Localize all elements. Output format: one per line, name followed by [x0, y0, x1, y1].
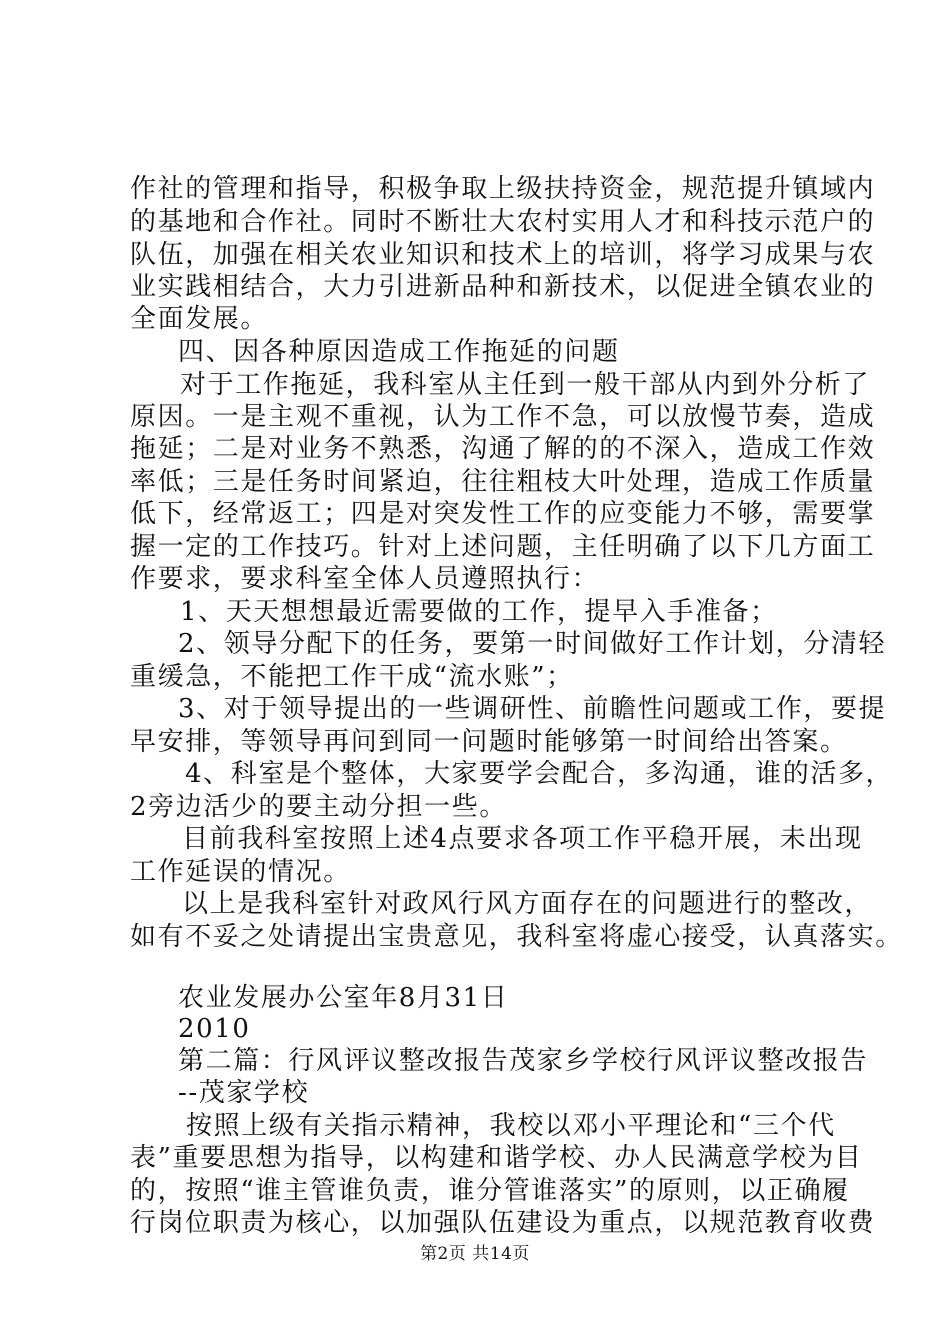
- list-item: 3、对于领导提出的一些调研性、前瞻性问题或工作，要提: [178, 694, 887, 724]
- text-line: 业实践相结合，大力引进新品种和新技术，以促进全镇农业的: [130, 272, 876, 302]
- text-line: 作要求，要求科室全体人员遵照执行：: [130, 564, 600, 594]
- text-line: 低下，经常返工；四是对突发性工作的应变能力不够，需要掌: [130, 499, 876, 529]
- text-line: 作社的管理和指导，积极争取上级扶持资金，规范提升镇域内: [130, 174, 876, 204]
- text-line: 行岗位职责为核心，以加强队伍建设为重点，以规范教育收费: [130, 1208, 876, 1238]
- text-line: 早安排，等领导再问到同一问题时能够第一时间给出答案。: [130, 727, 848, 757]
- text-line: 的，按照“谁主管谁负责，谁分管谁落实”的原则，以正确履: [130, 1176, 850, 1206]
- text-line: 的基地和合作社。同时不断壮大农村实用人才和科技示范户的: [130, 207, 876, 237]
- text-line: 2旁边活少的要主动分担一些。: [130, 792, 507, 822]
- text-line: 表”重要思想为指导，以构建和谐学校、办人民满意学校为目: [130, 1143, 863, 1173]
- text-line: 握一定的工作技巧。针对上述问题，主任明确了以下几方面工: [130, 532, 876, 562]
- text-line: 率低；三是任务时间紧迫，往往粗枝大叶处理，造成工作质量: [130, 467, 876, 497]
- date-year: 2010: [178, 1014, 251, 1044]
- text-line: 原因。一是主观不重视，认为工作不急，可以放慢节奏，造成: [130, 402, 876, 432]
- section-subtitle: --茂家学校: [178, 1078, 310, 1108]
- text-line: 工作延误的情况。: [130, 857, 351, 887]
- section-heading: 四、因各种原因造成工作拖延的问题: [178, 337, 620, 367]
- text-line: 目前我科室按照上述4点要求各项工作平稳开展，未出现: [182, 824, 863, 854]
- text-line: 按照上级有关指示精神，我校以邓小平理论和“三个代: [186, 1111, 836, 1141]
- text-line: 以上是我科室针对政风行风方面存在的问题进行的整改，: [182, 889, 873, 919]
- page-number: 第2页 共14页: [420, 1244, 530, 1264]
- text-line: 全面发展。: [130, 304, 269, 334]
- text-line: 重缓急，不能把工作干成“流水账”；: [130, 662, 574, 692]
- section-title: 第二篇：行风评议整改报告茂家乡学校行风评议整改报告: [178, 1046, 869, 1076]
- signature-line: 农业发展办公室年8月31日: [178, 983, 509, 1013]
- list-item: 2、领导分配下的任务，要第一时间做好工作计划，分清轻: [178, 629, 887, 659]
- list-item: 4、科室是个整体，大家要学会配合，多沟通，谁的活多，: [185, 759, 894, 789]
- list-item: 1、天天想想最近需要做的工作，提早入手准备；: [180, 597, 778, 627]
- text-line: 队伍，加强在相关农业知识和技术上的培训，将学习成果与农: [130, 240, 876, 270]
- text-line: 如有不妥之处请提出宝贵意见，我科室将虚心接受，认真落实。: [130, 922, 903, 952]
- text-line: 对于工作拖延，我科室从主任到一般干部从内到外分析了: [180, 370, 871, 400]
- text-line: 拖延；二是对业务不熟悉，沟通了解的的不深入，造成工作效: [130, 434, 876, 464]
